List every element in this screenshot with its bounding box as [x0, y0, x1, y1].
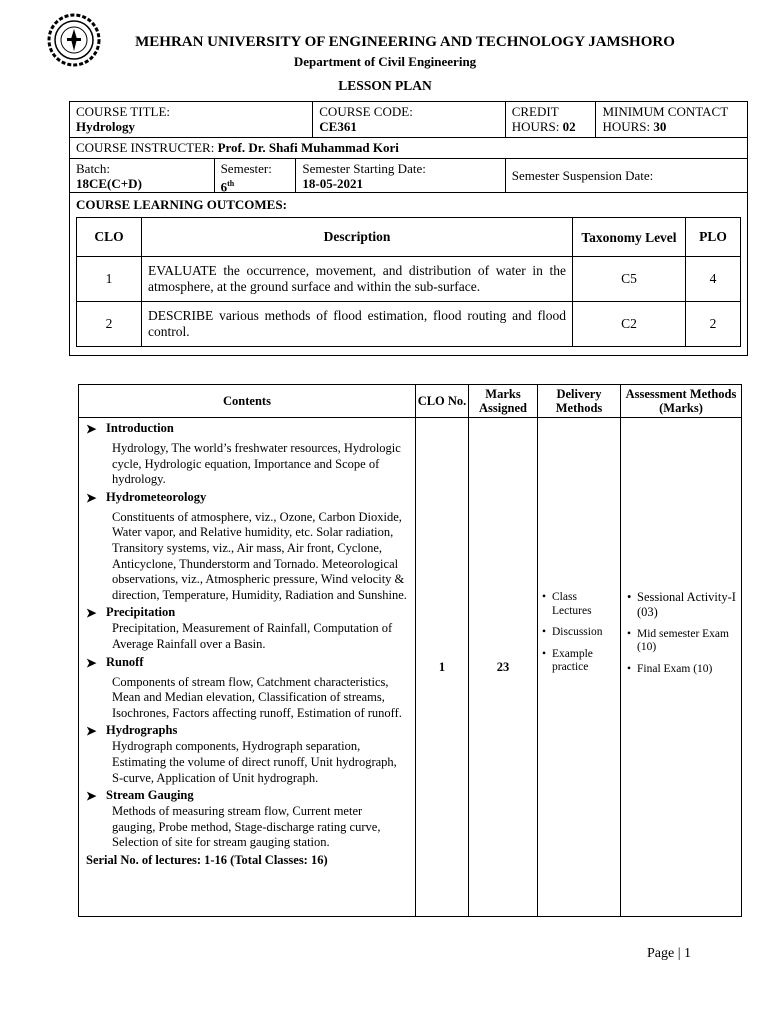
min-contact-label: MINIMUM CONTACT — [602, 104, 729, 119]
clo-description: DESCRIBE various methods of flood estimation, flood routing and flood control. — [142, 302, 573, 347]
clo-no-value: 1 — [416, 418, 469, 917]
semester-label: Semester: — [220, 161, 272, 176]
taxonomy-header: Taxonomy Level — [573, 218, 686, 257]
min-contact-cell — [596, 102, 747, 137]
course-code-cell — [313, 102, 505, 137]
instructor-value: Prof. Dr. Shafi Muhammad Kori — [217, 140, 399, 155]
topic-title: Runoff — [106, 654, 144, 669]
delivery-cell — [538, 418, 621, 917]
page-number: Page | 1 — [647, 946, 692, 961]
marks-header: Marks Assigned — [469, 385, 538, 418]
min-contact-hours-value: 30 — [653, 119, 667, 134]
start-date-value: 18-05-2021 — [302, 176, 364, 191]
clo-plo: 2 — [686, 302, 741, 347]
batch-value: 18CE(C+D) — [76, 176, 142, 191]
min-contact-hours-label: HOURS: — [602, 119, 654, 134]
topic-body: Components of stream flow, Catchment characteristics, Mean and Median elevation, Classification of streams, Isochrones, Factors affecting runoff, Estimation of runoff. — [112, 674, 402, 720]
instructor-label: COURSE INSTRUCTER: — [76, 140, 218, 155]
topic-title: Precipitation — [106, 605, 176, 620]
assessment-cell — [621, 418, 742, 917]
document-title: LESSON PLAN — [338, 78, 432, 93]
clo-no: 2 — [77, 302, 142, 347]
topic-precipitation — [80, 605, 414, 652]
topic-title: Stream Gauging — [106, 788, 194, 803]
course-info-table — [69, 101, 748, 356]
credit-hours-label: HOURS: — [511, 119, 563, 134]
course-title-cell — [70, 102, 313, 137]
list-item: • Mid semester Exam (10) — [627, 627, 729, 654]
clo-taxonomy: C2 — [573, 302, 686, 347]
topic-introduction — [80, 421, 414, 488]
list-item: • Example practice — [542, 647, 593, 674]
topic-body: Constituents of atmosphere, viz., Ozone, Carbon Dioxide, Water vapor, and Relative humidity, etc. Solar radiation, Transitory systems, viz., Air mass, Air front, Cyclone, Anticyclone, Thunderstorm and Tornado. Meteorological observations, viz., Atmospheric pressure, Wind velocity & direction, Temperature, Humidity, Radiation and Sunshine. — [112, 509, 407, 602]
topic-stream-gauging — [80, 788, 414, 851]
course-title-value: Hydrology — [76, 119, 135, 134]
arrow-bullet-icon: ➤ — [86, 606, 97, 621]
topic-title: Hydrometeorology — [106, 489, 207, 504]
clo-description: EVALUATE the occurrence, movement, and distribution of water in the atmosphere, at the ground surface and within the sub-surface. — [142, 257, 573, 302]
credit-label: CREDIT — [511, 104, 559, 119]
list-item: • Class Lectures — [542, 591, 592, 617]
semester-suffix: th — [227, 179, 235, 188]
topic-body: Hydrology, The world’s freshwater resources, Hydrologic cycle, Hydrologic equation, Importance and Scope of hydrology. — [112, 441, 401, 487]
plo-header: PLO — [686, 218, 741, 257]
serial-lectures: Serial No. of lectures: 1-16 (Total Classes: 16) — [86, 852, 328, 867]
table-row — [79, 418, 742, 917]
arrow-bullet-icon: ➤ — [86, 490, 97, 505]
instructor-cell — [70, 138, 747, 158]
credit-hours-value: 02 — [562, 119, 576, 134]
topic-body: Methods of measuring stream flow, Current meter gauging, Probe method, Stage-discharge rating curve, Selection of site for stream gauging station. — [112, 804, 381, 850]
contents-cell — [79, 418, 416, 917]
arrow-bullet-icon: ➤ — [86, 789, 97, 804]
department-name: Department of Civil Engineering — [293, 54, 477, 69]
contents-header: Contents — [79, 385, 416, 418]
clo-section — [70, 193, 747, 355]
topic-body: Hydrograph components, Hydrograph separation, Estimating the volume of direct runoff, Unit hydrograph, S-curve, Application of Unit hydrograph. — [112, 739, 397, 785]
assessment-header: Assessment Methods (Marks) — [621, 385, 742, 418]
start-date-cell — [296, 159, 505, 192]
semester-value: 6 — [220, 179, 228, 195]
course-code-value: CE361 — [319, 119, 357, 134]
contents-table — [78, 384, 742, 917]
suspension-date-label: Semester Suspension Date: — [511, 168, 654, 183]
topic-runoff — [80, 655, 414, 722]
start-date-label: Semester Starting Date: — [302, 161, 426, 176]
topic-title: Introduction — [106, 421, 174, 435]
course-title-label: COURSE TITLE: — [76, 104, 171, 119]
clo-plo: 4 — [686, 257, 741, 302]
list-item: • Sessional Activity-I (03) — [627, 589, 736, 619]
marks-value: 23 — [469, 418, 538, 917]
clo-taxonomy: C5 — [573, 257, 686, 302]
arrow-bullet-icon: ➤ — [86, 655, 97, 670]
clo-section-title: COURSE LEARNING OUTCOMES: — [76, 197, 287, 212]
topic-body: Precipitation, Measurement of Rainfall, Computation of Average Rainfall over a Basin. — [112, 621, 393, 651]
course-code-label: COURSE CODE: — [319, 104, 413, 119]
arrow-bullet-icon: ➤ — [86, 422, 97, 436]
list-item: • Final Exam (10) — [627, 662, 713, 675]
table-row — [77, 302, 741, 347]
clo-table — [76, 217, 741, 347]
list-item: • Discussion — [542, 626, 603, 639]
suspension-date-cell — [506, 159, 747, 192]
credit-hours-cell — [506, 102, 597, 137]
arrow-bullet-icon: ➤ — [86, 724, 97, 739]
delivery-header: Delivery Methods — [538, 385, 621, 418]
topic-title: Hydrographs — [106, 723, 178, 738]
clo-header: CLO — [77, 218, 142, 257]
table-row — [77, 257, 741, 302]
university-name: MEHRAN UNIVERSITY OF ENGINEERING AND TECHNOLOGY JAMSHORO — [135, 34, 675, 50]
clo-no: 1 — [77, 257, 142, 302]
description-header: Description — [142, 218, 573, 257]
batch-cell — [70, 159, 215, 192]
batch-label: Batch: — [76, 161, 110, 176]
topic-hydrometeorology — [80, 490, 414, 604]
clo-no-header: CLO No. — [416, 385, 469, 418]
semester-cell — [215, 159, 297, 195]
topic-hydrographs — [80, 723, 414, 786]
